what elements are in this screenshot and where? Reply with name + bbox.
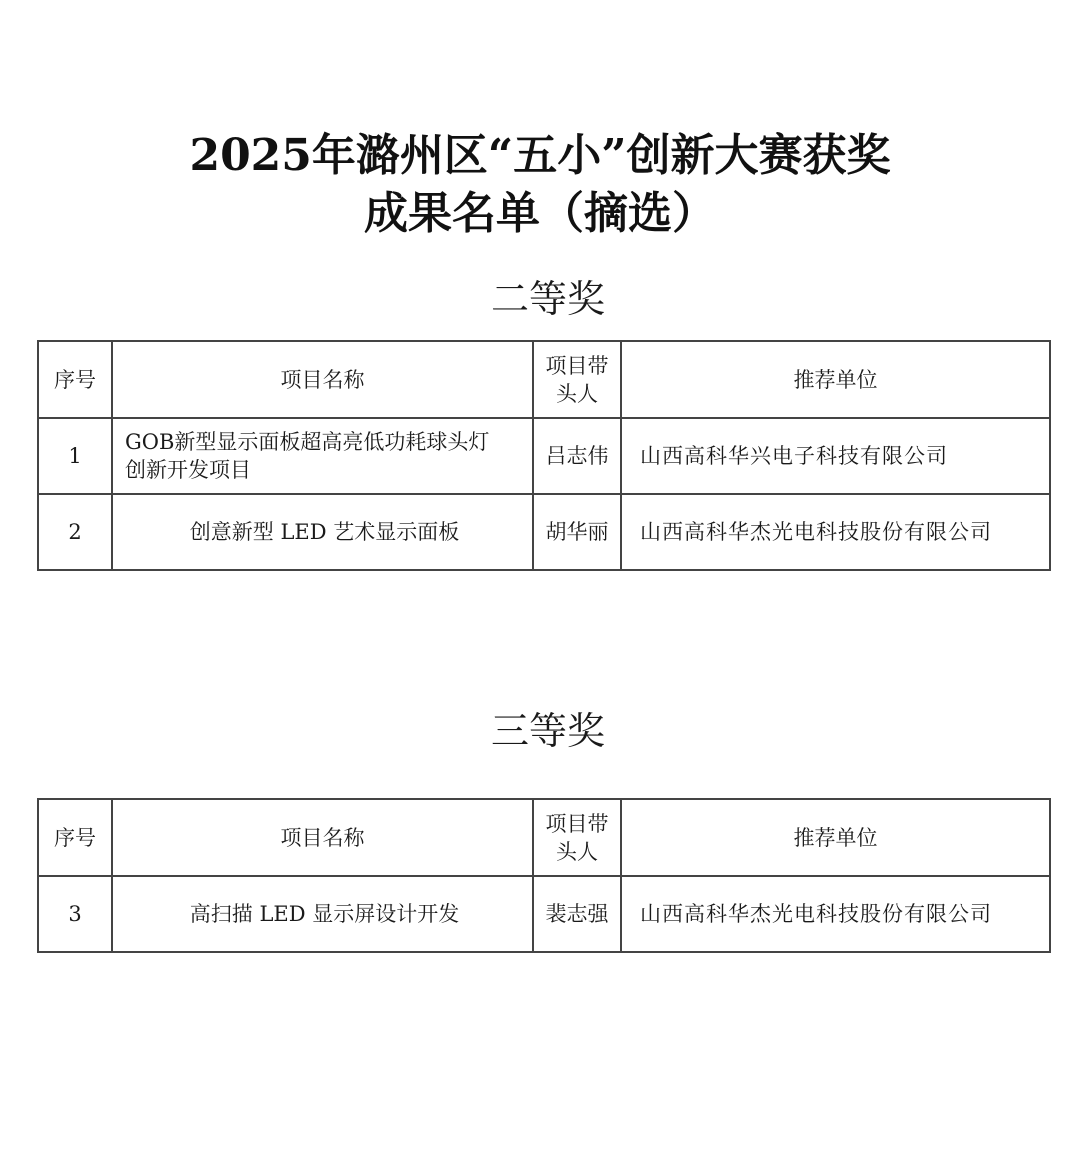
- second-prize-table: [37, 340, 1051, 571]
- section-heading-second-prize: 二等奖: [490, 277, 605, 321]
- header-name: 项目名称: [112, 341, 533, 418]
- header-lead-line-1: 项目带: [545, 353, 609, 378]
- header-lead-line-2: 头人: [556, 839, 598, 864]
- header-unit: 推荐单位: [621, 799, 1050, 876]
- header-no: 序号: [38, 799, 112, 876]
- row-project-name-line-1: GOB新型显示面板超高亮低功耗球头灯: [125, 430, 490, 454]
- third-prize-table: [37, 798, 1051, 953]
- row-no: 3: [38, 876, 112, 952]
- row-project-name: 创意新型 LED 艺术显示面板: [112, 494, 533, 570]
- table-row: [38, 494, 1050, 570]
- header-unit: 推荐单位: [621, 341, 1050, 418]
- row-unit: 山西高科华兴电子科技有限公司: [621, 418, 1050, 494]
- row-project-name-line-2: 创新开发项目: [125, 458, 251, 482]
- table-header-row: [38, 341, 1050, 418]
- table-row: [38, 876, 1050, 952]
- document-title-line-2: 成果名单（摘选）: [364, 188, 716, 239]
- header-lead: [533, 341, 621, 418]
- table-row: [38, 418, 1050, 494]
- header-name: 项目名称: [112, 799, 533, 876]
- row-project-name: 高扫描 LED 显示屏设计开发: [112, 876, 533, 952]
- row-unit: 山西高科华杰光电科技股份有限公司: [621, 494, 1050, 570]
- row-unit: 山西高科华杰光电科技股份有限公司: [621, 876, 1050, 952]
- row-no: 2: [38, 494, 112, 570]
- row-no: 1: [38, 418, 112, 494]
- document-title-line-1: 2025年潞州区“五小”创新大赛获奖: [189, 130, 891, 181]
- section-heading-third-prize: 三等奖: [490, 709, 605, 753]
- row-lead: 裴志强: [533, 876, 621, 952]
- table-header-row: [38, 799, 1050, 876]
- row-lead: 吕志伟: [533, 418, 621, 494]
- header-lead: [533, 799, 621, 876]
- header-lead-line-1: 项目带: [545, 811, 609, 836]
- header-no: 序号: [38, 341, 112, 418]
- row-project-name: [112, 418, 533, 494]
- row-lead: 胡华丽: [533, 494, 621, 570]
- header-lead-line-2: 头人: [556, 381, 598, 406]
